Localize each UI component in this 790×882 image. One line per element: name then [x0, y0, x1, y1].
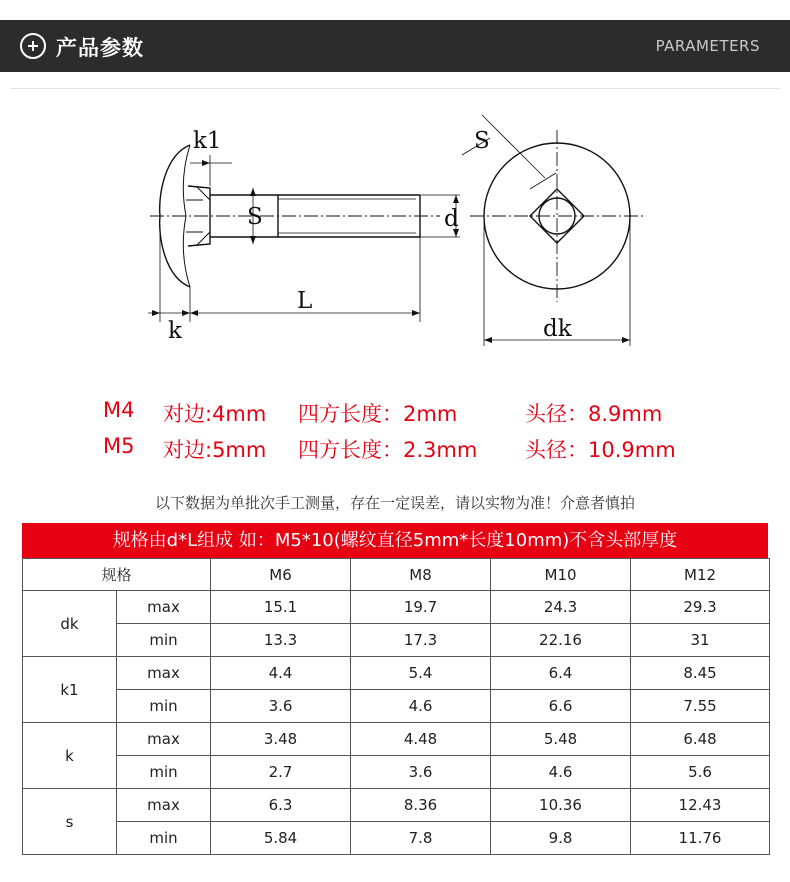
- row-label: min: [117, 756, 211, 789]
- cell: 6.6: [491, 690, 631, 723]
- measurement-note: 以下数据为单批次手工测量，存在一定误差，请以实物为准！介意者慎拍: [154, 494, 635, 512]
- row-label: min: [117, 822, 211, 855]
- spec-side-width: 对边:4mm: [163, 402, 267, 426]
- cell: 3.48: [211, 723, 351, 756]
- table-row: [23, 690, 770, 723]
- header-spec-label: 规格: [23, 559, 211, 591]
- row-label: min: [117, 624, 211, 657]
- table-row: [23, 657, 770, 690]
- cell: 2.7: [211, 756, 351, 789]
- spec-square-length: 四方长度：2mm: [298, 402, 458, 426]
- section-title: 产品参数: [56, 36, 144, 60]
- spec-model: M4: [103, 398, 135, 422]
- cell: 6.48: [631, 723, 770, 756]
- group-label: k1: [23, 657, 117, 723]
- cell: 4.48: [351, 723, 491, 756]
- cell: 5.6: [631, 756, 770, 789]
- row-label: max: [117, 591, 211, 624]
- column-header: M6: [211, 559, 351, 591]
- table-row: [23, 756, 770, 789]
- cell: 24.3: [491, 591, 631, 624]
- cell: 3.6: [351, 756, 491, 789]
- spec-line-m4: [0, 398, 790, 430]
- spec-table: [22, 558, 770, 855]
- cell: 4.6: [491, 756, 631, 789]
- cell: 6.4: [491, 657, 631, 690]
- cell: 8.45: [631, 657, 770, 690]
- label-k: k: [168, 318, 182, 344]
- divider: [10, 88, 780, 89]
- spec-head-diameter: 头径：8.9mm: [525, 402, 663, 426]
- cell: 7.8: [351, 822, 491, 855]
- cell: 29.3: [631, 591, 770, 624]
- table-row: [23, 723, 770, 756]
- column-header: M10: [491, 559, 631, 591]
- cell: 5.48: [491, 723, 631, 756]
- cell: 15.1: [211, 591, 351, 624]
- cell: 5.84: [211, 822, 351, 855]
- cell: 11.76: [631, 822, 770, 855]
- row-label: max: [117, 789, 211, 822]
- label-dk: dk: [543, 316, 572, 342]
- section-title-en: PARAMETERS: [655, 37, 760, 55]
- group-label: s: [23, 789, 117, 855]
- label-d: d: [444, 206, 459, 232]
- row-label: max: [117, 723, 211, 756]
- spec-model: M5: [103, 434, 135, 458]
- table-row: [23, 822, 770, 855]
- cell: 22.16: [491, 624, 631, 657]
- column-header: M8: [351, 559, 491, 591]
- table-row: [23, 591, 770, 624]
- bolt-diagram: [0, 100, 790, 360]
- cell: 3.6: [211, 690, 351, 723]
- cell: 4.6: [351, 690, 491, 723]
- row-label: min: [117, 690, 211, 723]
- table-row: [23, 624, 770, 657]
- label-l: L: [297, 288, 313, 314]
- cell: 8.36: [351, 789, 491, 822]
- spec-head-diameter: 头径：10.9mm: [525, 438, 676, 462]
- row-label: max: [117, 657, 211, 690]
- table-row: [23, 789, 770, 822]
- label-s-side: S: [247, 204, 263, 230]
- cell: 13.3: [211, 624, 351, 657]
- cell: 19.7: [351, 591, 491, 624]
- group-label: k: [23, 723, 117, 789]
- cell: 6.3: [211, 789, 351, 822]
- cell: 5.4: [351, 657, 491, 690]
- spec-square-length: 四方长度：2.3mm: [298, 438, 478, 462]
- spec-side-width: 对边:5mm: [163, 438, 267, 462]
- group-label: dk: [23, 591, 117, 657]
- spec-line-m5: [0, 434, 790, 466]
- table-banner: 规格由d*L组成 如：M5*10(螺纹直径5mm*长度10mm)不含头部厚度: [22, 523, 768, 558]
- cell: 17.3: [351, 624, 491, 657]
- cell: 10.36: [491, 789, 631, 822]
- label-s-top: S: [474, 128, 490, 154]
- label-k1: k1: [193, 128, 222, 154]
- section-header: [0, 20, 790, 72]
- cell: 12.43: [631, 789, 770, 822]
- cell: 7.55: [631, 690, 770, 723]
- table-header-row: [23, 559, 770, 591]
- cell: 4.4: [211, 657, 351, 690]
- column-header: M12: [631, 559, 770, 591]
- cell: 31: [631, 624, 770, 657]
- cell: 9.8: [491, 822, 631, 855]
- plus-circle-icon: [20, 33, 46, 59]
